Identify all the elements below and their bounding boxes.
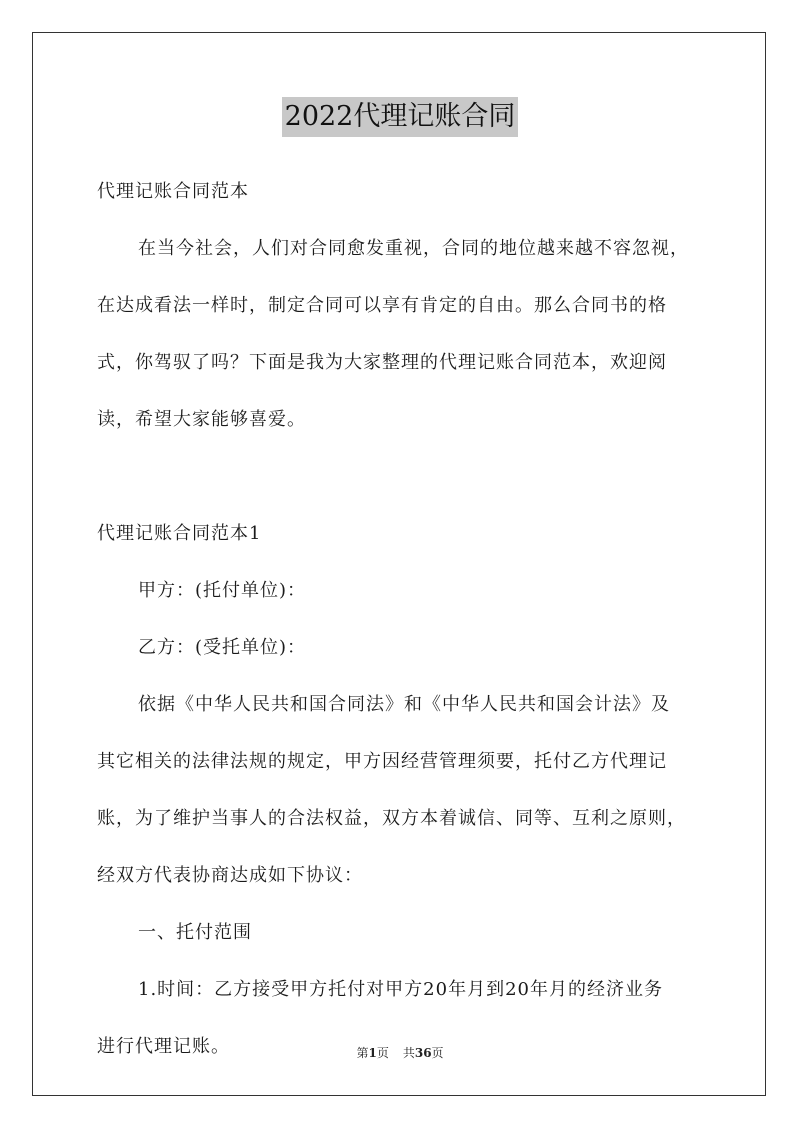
paragraph-line: 其它相关的法律法规的规定，甲方因经营管理须要，托付乙方代理记 — [97, 751, 667, 772]
section-heading: 代理记账合同范本1 — [97, 523, 262, 544]
clause-item-continued: 进行代理记账。 — [97, 1036, 230, 1057]
paragraph-line: 经双方代表协商达成如下协议： — [97, 865, 363, 886]
page-prefix: 第 — [356, 1046, 369, 1060]
clause-item: 1.时间：乙方接受甲方托付对甲方20年月到20年月的经济业务 — [138, 979, 663, 1000]
party-b-line: 乙方：(受托单位)： — [138, 637, 307, 658]
page-suffix: 页 — [376, 1046, 389, 1060]
section-heading: 代理记账合同范本 — [97, 181, 249, 202]
paragraph-line: 账，为了维护当事人的合法权益，双方本着诚信、同等、互利之原则， — [97, 808, 686, 829]
paragraph-line: 在达成看法一样时，制定合同可以享有肯定的自由。那么合同书的格 — [97, 295, 667, 316]
clause-heading: 一、托付范围 — [138, 922, 252, 943]
total-suffix: 页 — [431, 1046, 444, 1060]
paragraph-line: 读，希望大家能够喜爱。 — [97, 409, 306, 430]
total-pages: 36 — [414, 1046, 432, 1060]
title-container — [0, 97, 800, 137]
party-a-line: 甲方：(托付单位)： — [138, 580, 307, 601]
page-number: 1 — [368, 1046, 377, 1060]
blank-line — [97, 448, 717, 505]
paragraph-line: 依据《中华人民共和国合同法》和《中华人民共和国会计法》及 — [138, 694, 670, 715]
total-prefix: 共 — [402, 1046, 415, 1060]
paragraph-line: 式，你驾驭了吗？下面是我为大家整理的代理记账合同范本，欢迎阅 — [97, 352, 667, 373]
document-body — [97, 163, 717, 1075]
page-footer — [0, 1044, 800, 1061]
paragraph-line: 在当今社会，人们对合同愈发重视，合同的地位越来越不容忽视， — [138, 238, 689, 259]
document-title: 2022代理记账合同 — [282, 97, 519, 137]
